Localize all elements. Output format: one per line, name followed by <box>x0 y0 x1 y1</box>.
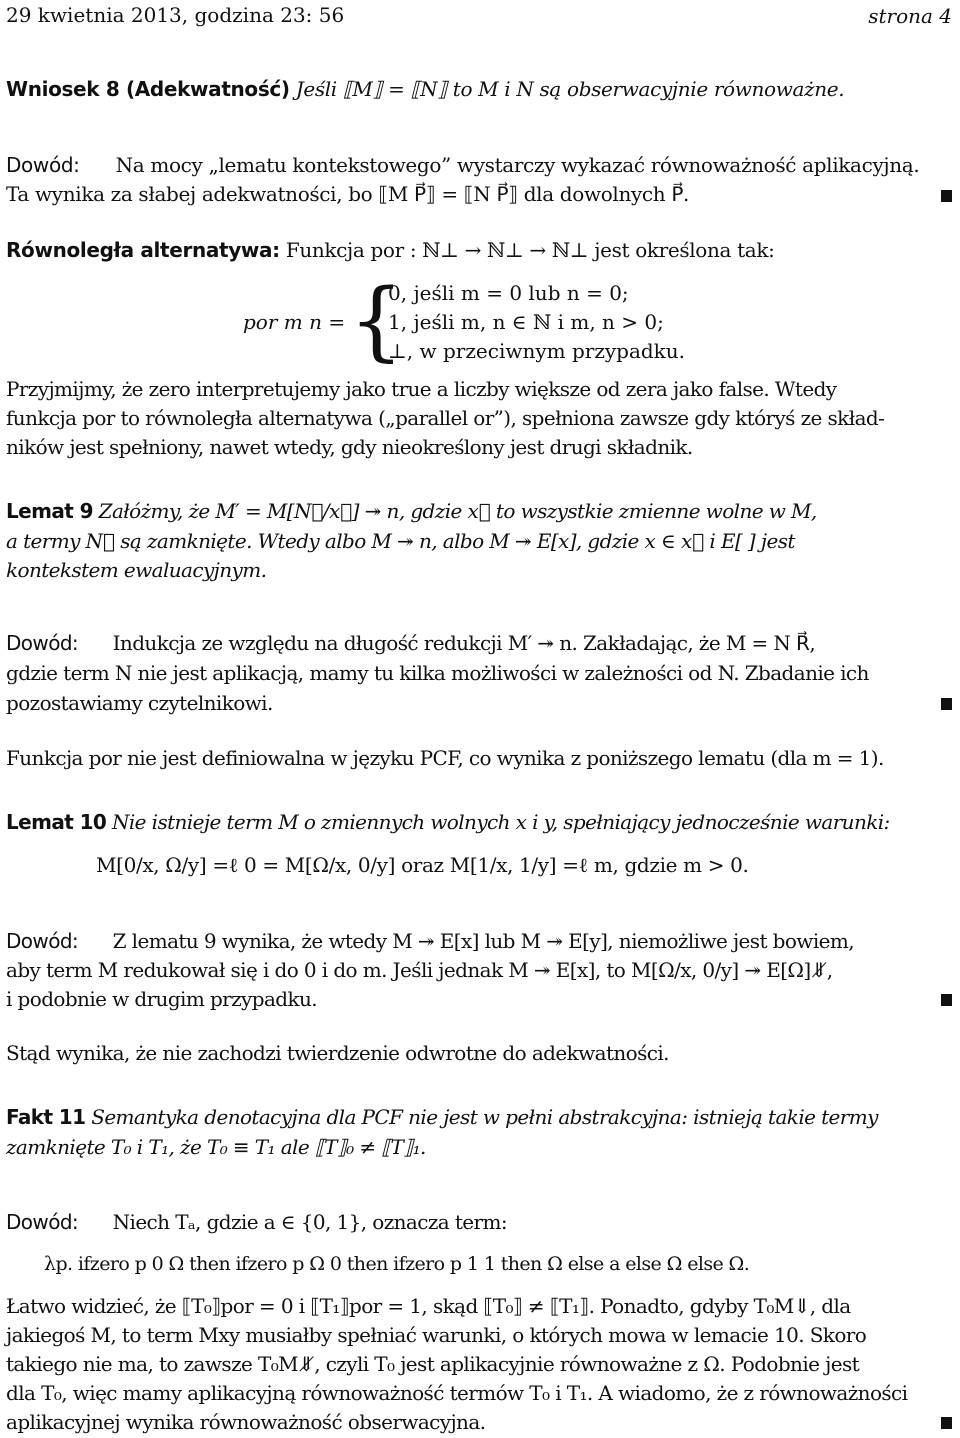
por-paragraph-line-2: funkcja por to równoległa alternatywa („parallel or”), spełniona zawsze gdy któryś ze skład- <box>6 406 885 430</box>
proof-4-paragraph-line-3: takiego nie ma, to zawsze T₀M⇓̸, czyli T₀ jest aplikacyjnie równoważne z Ω. Podobnie jest <box>6 1352 860 1376</box>
corollary-label: Wniosek 8 (Adekwatność) <box>6 77 290 101</box>
fact-11-line-1 <box>6 1104 954 1130</box>
corollary-8 <box>6 76 954 102</box>
proof-3-line-1 <box>6 928 954 954</box>
left-brace: { <box>349 271 404 371</box>
por-case-2: 1, jeśli m, n ∈ ℕ i m, n > 0; <box>388 310 664 334</box>
proof-2-line-3: pozostawiamy czytelnikowi. <box>6 691 273 715</box>
lemma-9-label: Lemat 9 <box>6 499 93 523</box>
por-case-1: 0, jeśli m = 0 lub n = 0; <box>388 281 629 305</box>
parallel-or-intro <box>6 237 954 263</box>
qed-mark <box>941 1417 952 1429</box>
proof-4-paragraph-line-4: dla T₀, więc mamy aplikacyjną równoważność termów T₀ i T₁. A wiadomo, że z równoważności <box>6 1381 908 1405</box>
page-header-date: 29 kwietnia 2013, godzina 23: 56 <box>6 3 345 27</box>
lemma-9-line-3: kontekstem ewaluacyjnym. <box>6 558 267 582</box>
proof-1-line-2: Ta wynika za słabej adekwatności, bo ⟦M P⃗⟧ = ⟦N P⃗⟧ dla dowolnych P⃗. <box>6 182 690 206</box>
proof-4-paragraph-line-2: jakiegoś M, to term Mxy musiałby spełniać warunki, o których mowa w lemacie 10. Skoro <box>6 1323 867 1347</box>
qed-mark <box>941 698 952 710</box>
proof-2-line-1 <box>6 630 954 656</box>
proof-label: Dowód: <box>6 929 79 953</box>
fact-11-label: Fakt 11 <box>6 1105 86 1129</box>
lemma-9-line-2: a termy N⃗ są zamknięte. Wtedy albo M ↠ n, albo M ↠ E[x], gdzie x ∈ x⃗ i E[ ] jest <box>6 529 795 553</box>
fact-11-text: Semantyka denotacyjna dla PCF nie jest w pełni abstrakcyjna: istnieją takie termy <box>91 1105 878 1129</box>
proof-text: Niech Tₐ, gdzie a ∈ {0, 1}, oznacza term: <box>112 1210 508 1234</box>
term-definition: λp. ifzero p 0 Ω then ifzero p Ω 0 then ifzero p 1 1 then Ω else a else Ω else Ω. <box>44 1253 750 1275</box>
proof-text: Indukcja ze względu na długość redukcji M′ ↠ n. Zakładając, że M = N R⃗, <box>112 631 816 655</box>
lemma-10-text: Nie istnieje term M o zmiennych wolnych x i y, spełniający jednocześnie warunki: <box>111 810 890 834</box>
proof-4-paragraph-line-5: aplikacyjnej wynika równoważność obserwacyjna. <box>6 1410 486 1434</box>
proof-label: Dowód: <box>6 1210 79 1234</box>
lemma-9-line-1 <box>6 498 954 524</box>
por-case-3: ⊥, w przeciwnym przypadku. <box>388 339 686 363</box>
corollary-text: Jeśli ⟦M⟧ = ⟦N⟧ to M i N są obserwacyjnie równoważne. <box>295 77 845 101</box>
proof-4-paragraph-line-1: Łatwo widzieć, że ⟦T₀⟧por = 0 i ⟦T₁⟧por = 1, skąd ⟦T₀⟧ ≠ ⟦T₁⟧. Ponadto, gdyby T₀M⇓, dla <box>6 1294 851 1318</box>
pcf-note: Funkcja por nie jest definiowalna w języku PCF, co wynika z poniższego lematu (dla m = 1). <box>6 746 884 770</box>
proof-3-line-2: aby term M redukował się i do 0 i do m. Jeśli jednak M ↠ E[x], to M[Ω/x, 0/y] ↠ E[Ω]⇓̸, <box>6 958 833 982</box>
proof-label: Dowód: <box>6 153 80 177</box>
proof-text: Z lematu 9 wynika, że wtedy M ↠ E[x] lub M ↠ E[y], niemożliwe jest bowiem, <box>112 929 854 953</box>
parallel-or-label: Równoległa alternatywa: <box>6 238 280 262</box>
por-paragraph-line-3: ników jest spełniony, nawet wtedy, gdy nieokreślony jest drugi składnik. <box>6 435 693 459</box>
lemma-10-line-1 <box>6 809 954 835</box>
proof-label: Dowód: <box>6 631 79 655</box>
page-number: strona 4 <box>868 4 952 28</box>
qed-mark <box>941 190 952 202</box>
conclusion: Stąd wynika, że nie zachodzi twierdzenie odwrotne do adekwatności. <box>6 1041 669 1065</box>
proof-4-line-1 <box>6 1209 954 1235</box>
proof-text: Na mocy „lematu kontekstowego” wystarczy wykazać równoważność aplikacyjną. <box>115 153 920 177</box>
por-definition-lhs: por m n = <box>243 310 346 334</box>
fact-11-line-2: zamknięte T₀ i T₁, że T₀ ≡ T₁ ale ⟦T⟧₀ ≠ ⟦T⟧₁. <box>6 1135 426 1159</box>
proof-2-line-2: gdzie term N nie jest aplikacją, mamy tu kilka możliwości w zależności od N. Zbadanie ich <box>6 661 869 685</box>
qed-mark <box>941 994 952 1006</box>
proof-1-line-1 <box>6 152 954 178</box>
por-paragraph-line-1: Przyjmijmy, że zero interpretujemy jako true a liczby większe od zera jako false. Wtedy <box>6 377 837 401</box>
lemma-9-text: Załóżmy, że M′ = M[N⃗/x⃗] ↠ n, gdzie x⃗ to wszystkie zmienne wolne w M, <box>98 499 817 523</box>
parallel-or-intro-text: Funkcja por : ℕ⊥ → ℕ⊥ → ℕ⊥ jest określona tak: <box>285 238 775 262</box>
proof-3-line-3: i podobnie w drugim przypadku. <box>6 987 318 1011</box>
lemma-10-formula: M[0/x, Ω/y] =ℓ 0 = M[Ω/x, 0/y] oraz M[1/x, 1/y] =ℓ m, gdzie m > 0. <box>96 853 749 877</box>
lemma-10-label: Lemat 10 <box>6 810 107 834</box>
